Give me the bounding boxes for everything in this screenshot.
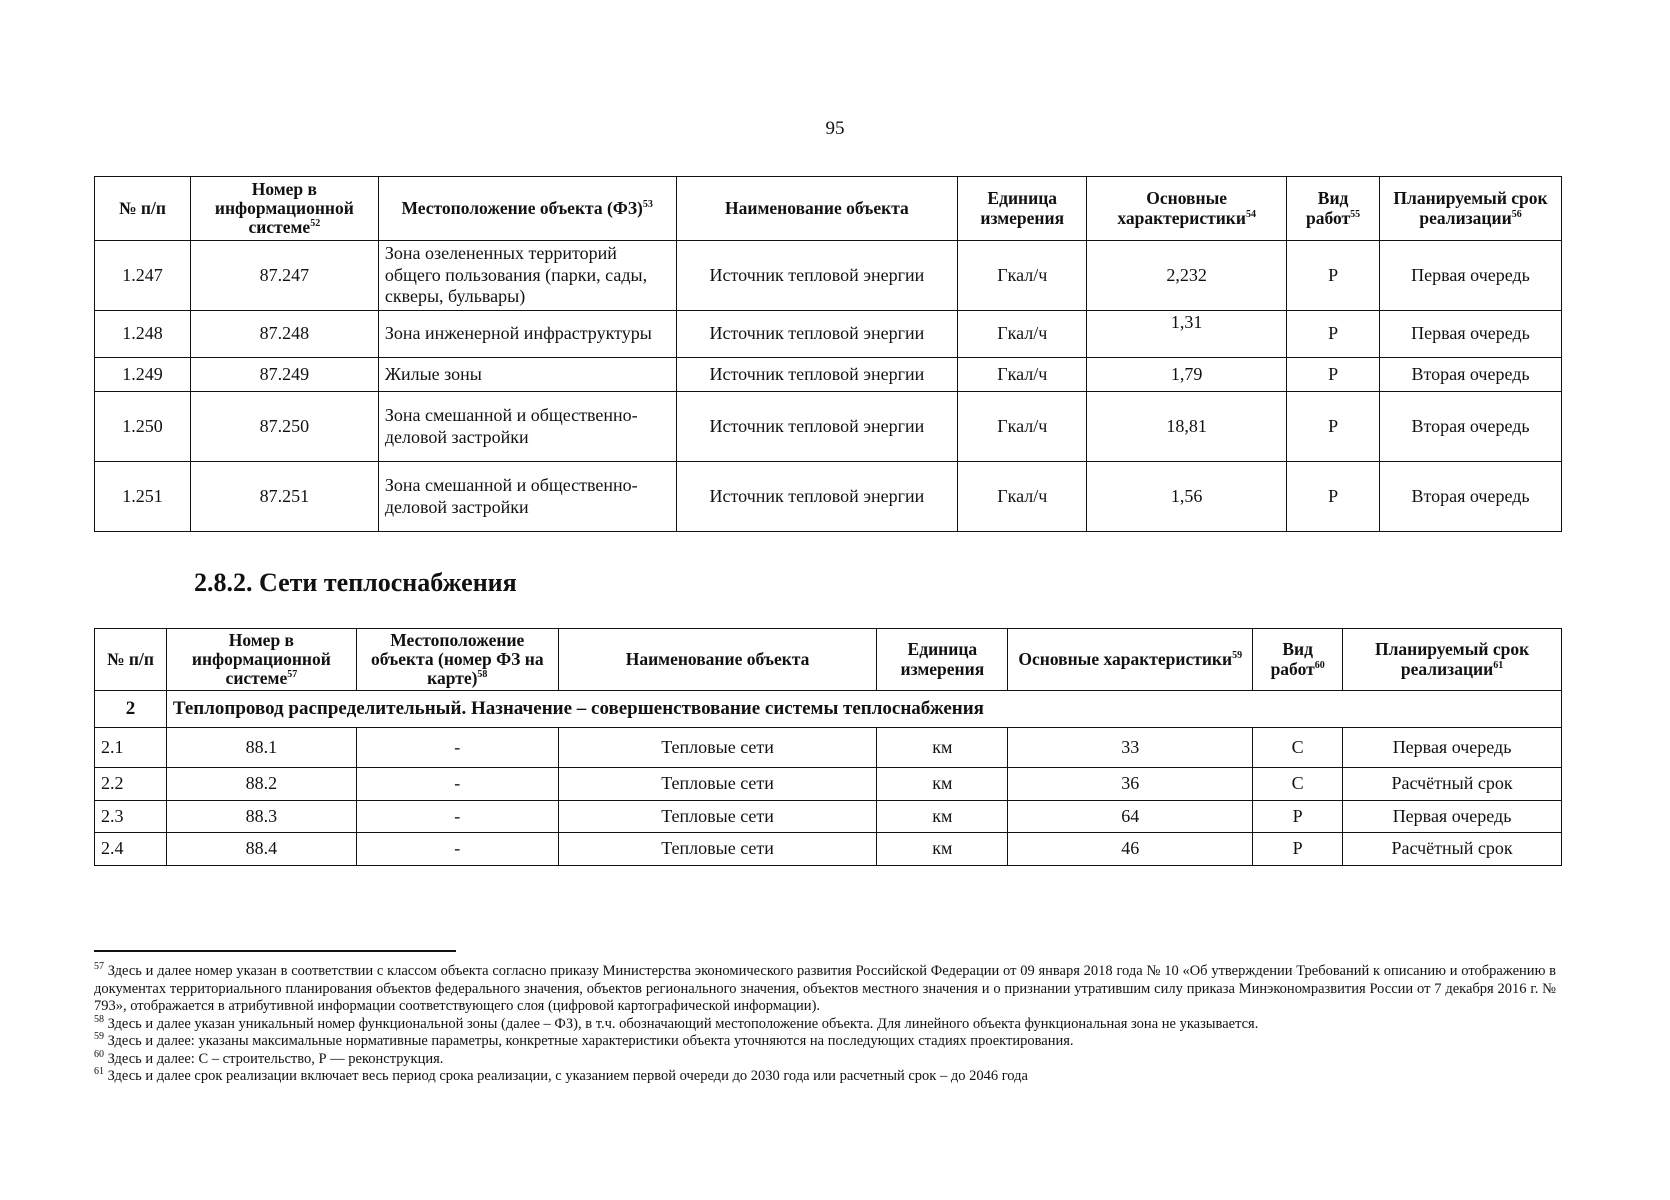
footnote-60: $^{60}$ Здесь и далее: С – строительство, Р — реконструкция. <box>94 1048 444 1067</box>
cell-unit: км <box>877 768 1008 801</box>
cell-term: Расчётный срок <box>1343 833 1562 866</box>
footnote-58: $^{58}$ Здесь и далее указан уникальный номер функциональной зоны (далее – ФЗ), в т.ч. обозначающий местоположение объекта. Для линейного объекта функциональная зона не указывается. <box>94 1013 1259 1032</box>
cell-id: 88.4 <box>166 833 356 866</box>
cell-location: - <box>356 768 558 801</box>
cell-term: Вторая очередь <box>1380 392 1562 462</box>
cell-unit: км <box>877 728 1008 768</box>
cell-num: 1.251 <box>95 462 191 532</box>
cell-value: 33 <box>1008 728 1253 768</box>
cell-id: 87.250 <box>190 392 378 462</box>
header-location: Местоположение объекта (номер ФЗ на карте)$^{58}$ <box>356 629 558 691</box>
page-number: 95 <box>825 118 845 139</box>
cell-num: 2.3 <box>95 801 167 833</box>
cell-object-name: Источник тепловой энергии <box>676 462 958 532</box>
cell-term: Вторая очередь <box>1380 462 1562 532</box>
header-info-system: Номер в информационной системе$^{52}$ <box>190 177 378 241</box>
header-unit: Единица измерения <box>877 629 1008 691</box>
footnote-61: $^{61}$ Здесь и далее срок реализации включает весь период срока реализации, с указанием первой очереди до 2030 года или расчетный срок – до 2046 года <box>94 1066 1028 1084</box>
header-num: № п/п <box>95 629 167 691</box>
footnote-59: $^{59}$ Здесь и далее: указаны максимальные нормативные параметры, конкретные характеристики объекта уточняются на последующих стадиях проектирования. <box>94 1031 1074 1049</box>
cell-unit: Гкал/ч <box>958 358 1087 392</box>
cell-id: 87.247 <box>190 241 378 311</box>
cell-unit: Гкал/ч <box>958 462 1087 532</box>
header-num: № п/п <box>95 177 191 241</box>
cell-unit: Гкал/ч <box>958 392 1087 462</box>
heat-sources-table <box>94 176 1562 532</box>
table-row <box>95 768 1562 801</box>
group-title: Теплопровод распределительный. Назначение – совершенствование системы теплоснабжения <box>166 691 1561 728</box>
cell-work-type: Р <box>1287 392 1380 462</box>
footnote-divider <box>94 950 456 952</box>
cell-work-type: Р <box>1287 462 1380 532</box>
cell-work-type: С <box>1253 728 1343 768</box>
header-characteristics: Основные характеристики$^{59}$ <box>1008 629 1253 691</box>
cell-id: 88.3 <box>166 801 356 833</box>
cell-unit: км <box>877 801 1008 833</box>
cell-id: 87.249 <box>190 358 378 392</box>
header-object-name: Наименование объекта <box>558 629 877 691</box>
cell-unit: Гкал/ч <box>958 311 1087 358</box>
header-term: Планируемый срок реализации$^{56}$ <box>1380 177 1562 241</box>
cell-term: Первая очередь <box>1380 311 1562 358</box>
header-location: Местоположение объекта (ФЗ)$^{53}$ <box>378 177 676 241</box>
cell-work-type: Р <box>1287 311 1380 358</box>
cell-location: Зона смешанной и общественно-деловой застройки <box>378 462 676 532</box>
table-row <box>95 358 1562 392</box>
table-row <box>95 311 1562 358</box>
table-row <box>95 728 1562 768</box>
table-row <box>95 462 1562 532</box>
cell-term: Вторая очередь <box>1380 358 1562 392</box>
cell-object-name: Источник тепловой энергии <box>676 241 958 311</box>
cell-object-name: Источник тепловой энергии <box>676 392 958 462</box>
footnote-57: $^{57}$ Здесь и далее номер указан в соответствии с классом объекта согласно приказу Министерства экономического развития Российской Федерации от 09 января 2018 года № 10 «Об утверждении Требований к описанию и отображению в документах территориального планирования объектов федерального значения, объектов регионального значения, объектов местного значения и о признании утратившим силу приказа Минэкономразвития России от 7 декабря 2016 г. № 793», отображается в атрибутивной информации соответствующего слоя (цифровой картографической информации). <box>94 961 1557 1014</box>
cell-num: 2.4 <box>95 833 167 866</box>
cell-location: Жилые зоны <box>378 358 676 392</box>
header-characteristics: Основные характеристики$^{54}$ <box>1087 177 1287 241</box>
cell-num: 1.250 <box>95 392 191 462</box>
cell-work-type: Р <box>1253 801 1343 833</box>
cell-location: - <box>356 728 558 768</box>
cell-term: Первая очередь <box>1343 801 1562 833</box>
cell-work-type: Р <box>1287 358 1380 392</box>
cell-value: 18,81 <box>1087 392 1287 462</box>
table-row <box>95 833 1562 866</box>
table-row <box>95 392 1562 462</box>
table-header-row <box>95 177 1562 241</box>
cell-unit: Гкал/ч <box>958 241 1087 311</box>
table-row <box>95 241 1562 311</box>
cell-value: 2,232 <box>1087 241 1287 311</box>
cell-work-type: С <box>1253 768 1343 801</box>
cell-term: Первая очередь <box>1380 241 1562 311</box>
cell-num: 1.249 <box>95 358 191 392</box>
cell-location: Зона инженерной инфраструктуры <box>378 311 676 358</box>
cell-num: 2.2 <box>95 768 167 801</box>
cell-object-name: Тепловые сети <box>558 833 877 866</box>
header-work-type: Вид работ$^{60}$ <box>1253 629 1343 691</box>
header-info-system: Номер в информационной системе$^{57}$ <box>166 629 356 691</box>
cell-value: 46 <box>1008 833 1253 866</box>
cell-location: Зона озелененных территорий общего пользования (парки, сады, скверы, бульвары) <box>378 241 676 311</box>
cell-id: 87.251 <box>190 462 378 532</box>
cell-term: Расчётный срок <box>1343 768 1562 801</box>
cell-id: 88.1 <box>166 728 356 768</box>
table-header-row <box>95 629 1562 691</box>
cell-location: Зона смешанной и общественно-деловой застройки <box>378 392 676 462</box>
heat-networks-table <box>94 628 1562 866</box>
cell-object-name: Тепловые сети <box>558 728 877 768</box>
cell-object-name: Тепловые сети <box>558 801 877 833</box>
table-row <box>95 801 1562 833</box>
cell-term: Первая очередь <box>1343 728 1562 768</box>
cell-work-type: Р <box>1287 241 1380 311</box>
cell-num: 2.1 <box>95 728 167 768</box>
header-term: Планируемый срок реализации$^{61}$ <box>1343 629 1562 691</box>
cell-id: 87.248 <box>190 311 378 358</box>
cell-object-name: Тепловые сети <box>558 768 877 801</box>
cell-value: 36 <box>1008 768 1253 801</box>
header-unit: Единица измерения <box>958 177 1087 241</box>
cell-work-type: Р <box>1253 833 1343 866</box>
cell-id: 88.2 <box>166 768 356 801</box>
cell-unit: км <box>877 833 1008 866</box>
cell-object-name: Источник тепловой энергии <box>676 311 958 358</box>
cell-value: 1,56 <box>1087 462 1287 532</box>
cell-location: - <box>356 833 558 866</box>
cell-location: - <box>356 801 558 833</box>
cell-value: 1,31 <box>1087 311 1287 358</box>
footnotes <box>94 963 1556 1086</box>
cell-value: 1,79 <box>1087 358 1287 392</box>
cell-value: 64 <box>1008 801 1253 833</box>
group-num: 2 <box>95 691 167 728</box>
cell-num: 1.248 <box>95 311 191 358</box>
header-work-type: Вид работ$^{55}$ <box>1287 177 1380 241</box>
cell-num: 1.247 <box>95 241 191 311</box>
section-heading: 2.8.2. Сети теплоснабжения <box>194 568 517 597</box>
cell-object-name: Источник тепловой энергии <box>676 358 958 392</box>
header-object-name: Наименование объекта <box>676 177 958 241</box>
group-row <box>95 691 1562 728</box>
